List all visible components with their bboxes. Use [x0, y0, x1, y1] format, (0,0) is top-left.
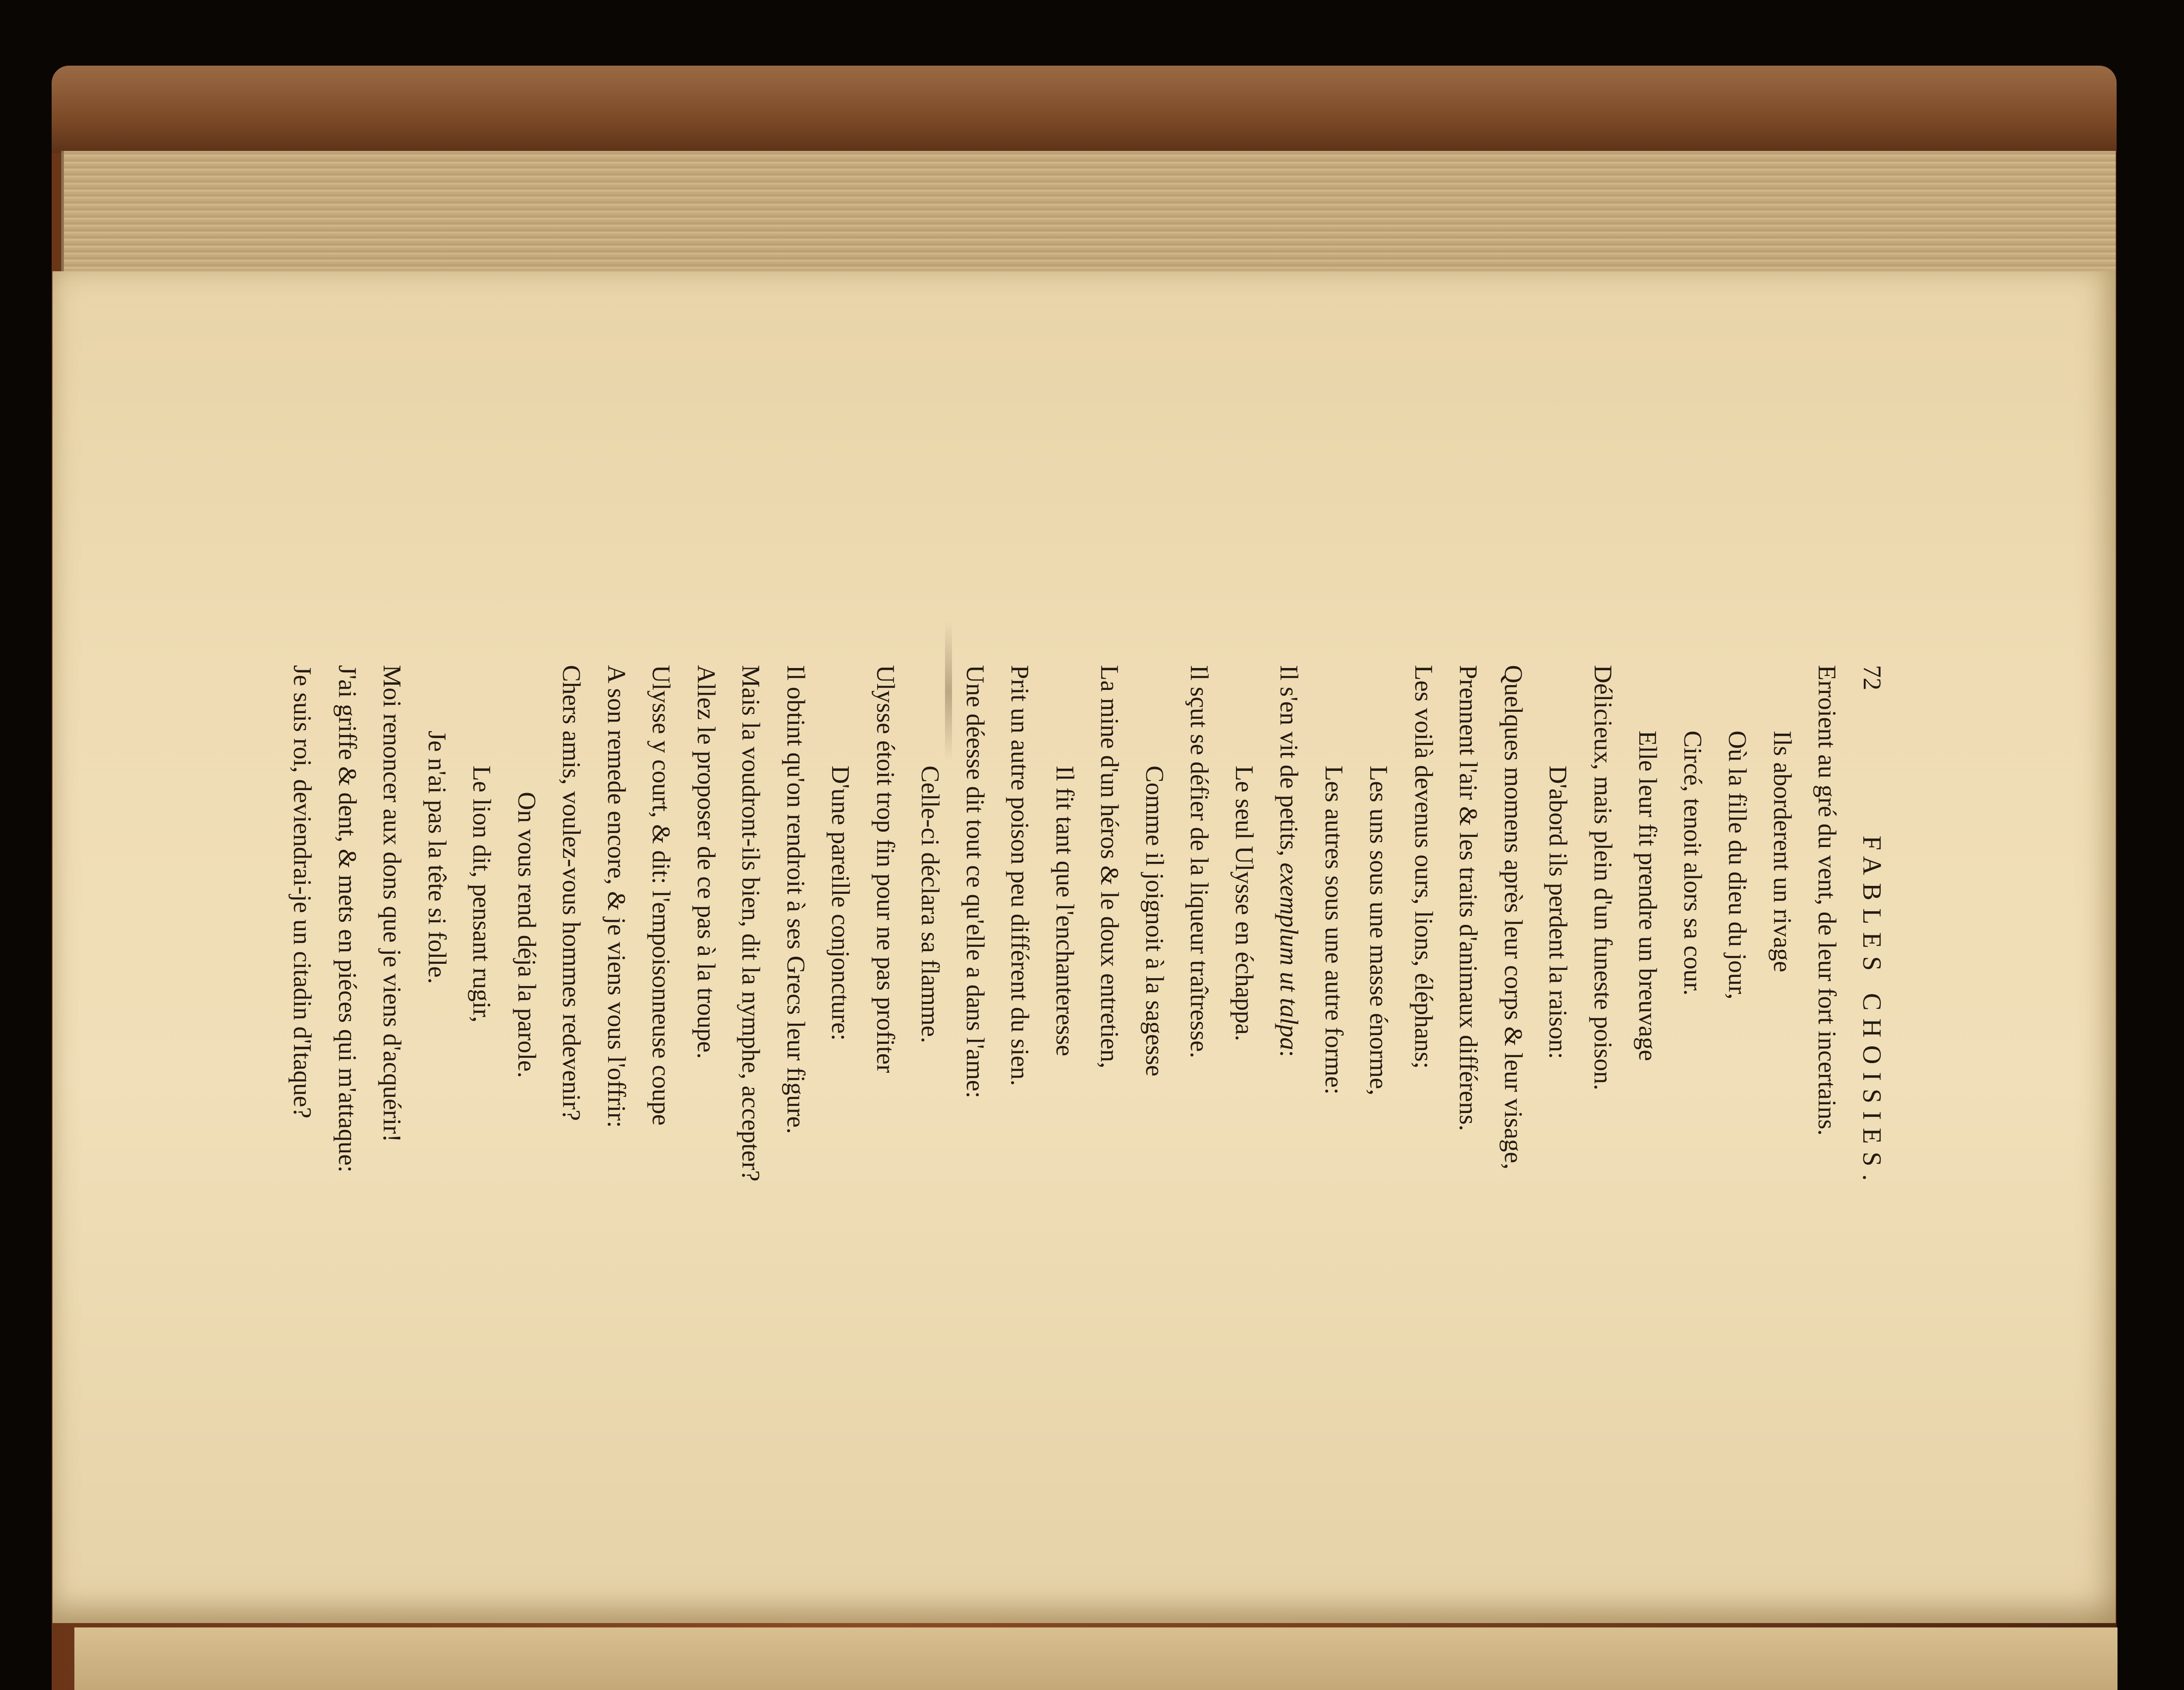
- verse-line: La mine d'un héros & le doux entretien,: [1096, 665, 1124, 1069]
- verse-line: On vous rend déja la parole.: [513, 792, 541, 1078]
- verse-line: Moi renoncer aux dons que je viens d'acquérir!: [378, 665, 407, 1143]
- verse-line: Je n'ai pas la tête si folle.: [423, 731, 452, 984]
- verse-line: J'ai griffe & dent, & mets en piéces qui m'attaque:: [333, 665, 362, 1173]
- verse-line: Mais la voudront-ils bien, dit la nymphe, accepter?: [737, 665, 766, 1182]
- verse-line: Il sçut se défier de la liqueur traîtresse.: [1185, 665, 1214, 1058]
- page-block-edge: [61, 151, 2116, 291]
- verse-line: Prit un autre poison peu différent du sien.: [1006, 665, 1035, 1086]
- verse-line: D'abord ils perdent la raison:: [1544, 766, 1573, 1059]
- cover-edge: [52, 66, 2117, 153]
- verse-line: Il fit tant que l'enchanteresse: [1051, 766, 1079, 1057]
- verse-line: Ils aborderent un rivage: [1768, 731, 1797, 973]
- verse-line: Allez le proposer de ce pas à la troupe.: [692, 665, 721, 1059]
- verse-line: Les voilà devenus ours, lions, éléphans;: [1410, 665, 1438, 1069]
- page-number: 72: [1858, 665, 1886, 690]
- lower-page-edge: [74, 1627, 2118, 1690]
- verse-line: Comme il joignoit à la sagesse: [1141, 766, 1169, 1077]
- verse-line: Il obtint qu'on rendroit à ses Grecs leur figure.: [782, 665, 810, 1134]
- verse-line: Une déesse dit tout ce qu'elle a dans l'ame:: [961, 665, 990, 1099]
- verse-line: Délicieux, mais plein d'un funeste poison.: [1589, 665, 1617, 1091]
- poem-text-block: [288, 665, 1894, 1391]
- verse-line: Ulysse étoit trop fin pour ne pas profiter: [872, 665, 900, 1073]
- verse-line: Les uns sous une masse énorme,: [1365, 766, 1393, 1095]
- verse-line: Celle-ci déclara sa flamme.: [916, 766, 945, 1043]
- verse-line: Le lion dit, pensant rugir,: [468, 766, 497, 1023]
- verse-line: Chers amis, voulez-vous hommes redevenir?: [557, 665, 586, 1121]
- verse-line: Je suis roi, deviendrai-je un citadin d'Itaque?: [288, 665, 317, 1119]
- verse-line: Erroient au gré du vent, de leur fort incertains.: [1813, 665, 1842, 1136]
- verse-line: Où la fille du dieu du jour,: [1723, 731, 1752, 1000]
- verse-line: Les autres sous une autre forme:: [1320, 766, 1348, 1095]
- verse-line: Ulysse y court, & dit: l'empoisonneuse coupe: [647, 665, 676, 1126]
- latin-phrase: exemplum ut talpa: [1275, 862, 1304, 1050]
- verse-line-end: :: [1275, 1050, 1304, 1057]
- page-header: [1850, 665, 1895, 1391]
- verse-line: Circé, tenoit alors sa cour.: [1679, 731, 1707, 996]
- verse-line: D'une pareille conjoncture:: [826, 766, 855, 1041]
- running-title: FABLES CHOISIES.: [1858, 836, 1886, 1189]
- verse-line: A son remede encore, & je viens vous l'offrir:: [602, 665, 631, 1128]
- verse-line: Quelques momens après leur corps & leur visage,: [1499, 665, 1528, 1170]
- verse-line-start: Il s'en vit de petits,: [1275, 665, 1304, 857]
- verse-line: Elle leur fit prendre un breuvage: [1634, 731, 1662, 1061]
- verse-line: Prennent l'air & les traits d'animaux différens.: [1454, 665, 1483, 1131]
- verse-line: Le seul Ulysse en échappa.: [1230, 766, 1259, 1041]
- verse-line-italic: [1267, 665, 1312, 1391]
